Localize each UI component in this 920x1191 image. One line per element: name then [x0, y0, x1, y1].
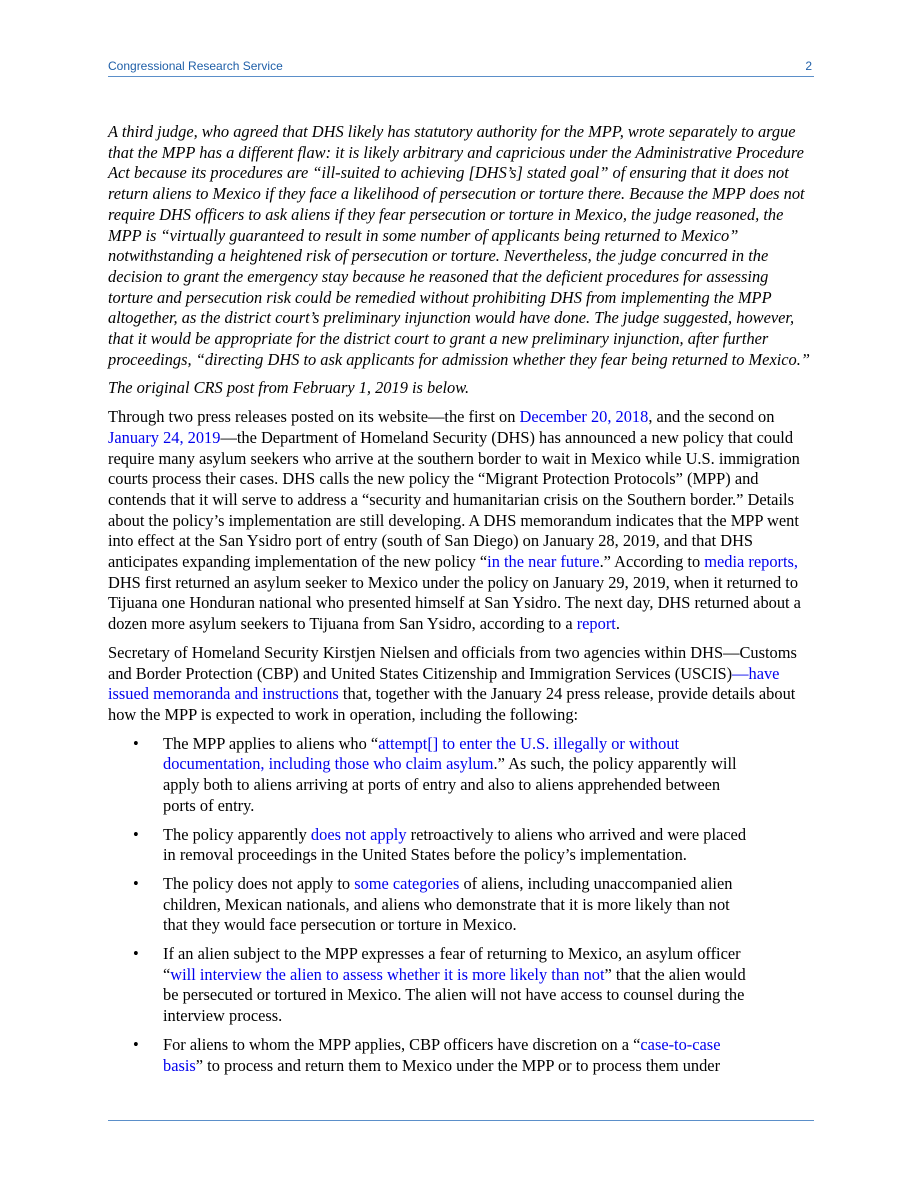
- footer-divider: [108, 1120, 814, 1121]
- body-paragraph: Through two press releases posted on its website—the first on December 20, 2018, and the second on January 24, 2019—the Department of Homeland Security (DHS) has announced a new policy that could require many asylum seekers who arrive at the southern border to wait in Mexico while U.S. immigration courts process their cases. DHS calls the new policy the “Migrant Protection Protocols” (MPP) and contends that it will serve to address a “security and humanitarian crisis on the Southern border.” Details about the policy’s implementation are still developing. A DHS memorandum indicates that the MPP went into effect at the San Ysidro port of entry (south of San Diego) on January 28, 2019, and that DHS anticipates expanding implementation of the new policy “in the near future.” According to media reports, DHS first returned an asylum seeker to Mexico under the policy on January 29, 2019, when it returned to Tijuana one Honduran national who presented himself at San Ysidro. The next day, DHS returned about a dozen more asylum seekers to Tijuana from San Ysidro, according to a report.: [108, 407, 801, 634]
- link-case-to-case-basis[interactable]: case-to-case basis: [163, 1034, 721, 1075]
- bullet-icon: •: [133, 733, 139, 753]
- page-number: 2: [805, 59, 812, 73]
- list-item: • The policy apparently does not apply retroactively to aliens who arrived and were placed in removal proceedings in the United States before the policy’s implementation.: [133, 824, 747, 865]
- italic-paragraph: The original CRS post from February 1, 2019 is below.: [108, 378, 470, 398]
- italic-update-section: [108, 122, 814, 399]
- link-near-future[interactable]: in the near future: [487, 552, 600, 572]
- link-does-not-apply[interactable]: does not apply: [310, 824, 407, 844]
- link-some-categories[interactable]: some categories: [354, 873, 460, 893]
- link-memoranda-instructions[interactable]: —have issued memoranda and instructions: [108, 663, 780, 704]
- bullet-icon: •: [133, 873, 139, 893]
- bullet-icon: •: [133, 824, 139, 844]
- bullet-list: [108, 734, 814, 1077]
- link-media-reports[interactable]: media reports,: [704, 552, 799, 572]
- document-body: [108, 122, 814, 1084]
- list-item: • For aliens to whom the MPP applies, CBP officers have discretion on a “case-to-case basis” to process and return them to Mexico under the MPP or to process them under: [133, 1034, 721, 1075]
- link-report[interactable]: report: [576, 614, 616, 634]
- body-paragraph: Secretary of Homeland Security Kirstjen Nielsen and officials from two agencies within DHS—Customs and Border Protection (CBP) and United States Citizenship and Immigration Services (USCIS)—have issued memoranda and instructions that, together with the January 24 press release, provide details about how the MPP is expected to work in operation, including the following:: [108, 642, 797, 724]
- italic-paragraph: A third judge, who agreed that DHS likely has statutory authority for the MPP, wrote separately to argue that the MPP has a different flaw: it is likely arbitrary and capricious under the Administrative Procedure Act because its procedures are “ill-suited to achieving [DHS’s] stated goal” of ensuring that it does not return aliens to Mexico if they face a likelihood of persecution or torture there. Because the MPP does not require DHS officers to ask aliens if they fear persecution or torture in Mexico, the judge reasoned, the MPP is “virtually guaranteed to result in some number of applicants being returned to Mexico” notwithstanding a heightened risk of persecution or torture. Nevertheless, the judge concurred in the decision to grant the emergency stay because he reasoned that the deficient procedures for assessing torture and persecution risk could be remedied without prohibiting DHS from implementing the MPP altogether, as the district court’s preliminary injunction would have done. The judge suggested, however, that it would be appropriate for the district court to grant a new preliminary injunction, after further proceedings, “directing DHS to ask applicants for admission whether they fear being returned to Mexico.”: [108, 122, 810, 369]
- bullet-icon: •: [133, 944, 139, 964]
- bullet-icon: •: [133, 1034, 139, 1054]
- list-item: • The policy does not apply to some categories of aliens, including unaccompanied alien children, Mexican nationals, and aliens who demonstrate that it is more likely than not that they would face persecution or torture in Mexico.: [133, 873, 733, 935]
- list-item: • If an alien subject to the MPP expresses a fear of returning to Mexico, an asylum officer “will interview the alien to assess whether it is more likely than not” that the alien would be persecuted or tortured in Mexico. The alien will not have access to counsel during the interview process.: [133, 944, 746, 1026]
- link-dec-20-press-release[interactable]: December 20, 2018: [519, 407, 649, 427]
- link-attempt-to-enter[interactable]: attempt[] to enter the U.S. illegally or without documentation, including those who claim asylum: [163, 733, 680, 774]
- link-jan-24-press-release[interactable]: January 24, 2019: [108, 427, 221, 447]
- link-interview-alien[interactable]: will interview the alien to assess whether it is more likely than not: [170, 964, 605, 984]
- header-source: Congressional Research Service: [108, 59, 283, 73]
- page-header: [108, 58, 814, 77]
- list-item: • The MPP applies to aliens who “attempt[] to enter the U.S. illegally or without documentation, including those who claim asylum.” As such, the policy apparently will apply both to aliens arriving at ports of entry and also to aliens apprehended between ports of entry.: [133, 733, 737, 815]
